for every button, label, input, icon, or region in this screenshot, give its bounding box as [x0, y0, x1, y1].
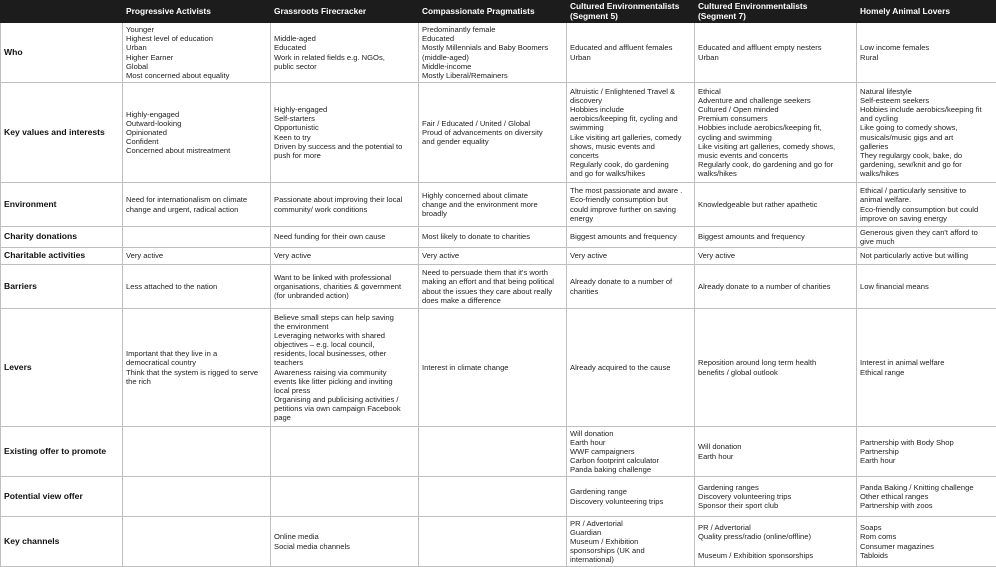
table-cell: Already donate to a number of charities: [695, 265, 857, 309]
table-row-potential-view-offer: [1, 477, 996, 517]
table-cell: Educated and affluent empty nesters Urban: [695, 23, 857, 83]
table-cell: Altruistic / Enlightened Travel & discovery Hobbies include aerobics/keeping fit, cycling and swimming Like visiting art galleries, comedy shows, music events and concerts Regularly cook, do gardening and go for walks/hikes: [567, 83, 695, 183]
table-cell: Middle-aged Educated Work in related fields e.g. NGOs, public sector: [271, 23, 419, 83]
table-cell: Need for internationalism on climate change and urgent, radical action: [123, 183, 271, 227]
table-row-key-values: [1, 83, 996, 183]
table-row-who: [1, 23, 996, 83]
row-label-charitable-activities: Charitable activities: [1, 248, 123, 265]
row-label-levers: Levers: [1, 309, 123, 427]
table-cell: Need funding for their own cause: [271, 227, 419, 248]
row-label-barriers: Barriers: [1, 265, 123, 309]
table-cell: Low financial means: [857, 265, 996, 309]
table-row-charity-donations: [1, 227, 996, 248]
table-row-key-channels: [1, 517, 996, 567]
table-cell: PR / Advertorial Guardian Museum / Exhibition sponsorships (UK and international): [567, 517, 695, 567]
table-cell: Believe small steps can help saving the environment Leveraging networks with shared objectives – e.g. local council, residents, local businesses, other teachers Awareness raising via community events like litter picking and inviting local press Organising and publicising activities / petitions via own campaign Facebook page: [271, 309, 419, 427]
table-cell: Already donate to a number of charities: [567, 265, 695, 309]
table-cell: The most passionate and aware . Eco-friendly consumption but could improve further on saving energy: [567, 183, 695, 227]
table-cell: [123, 227, 271, 248]
table-cell: Already acquired to the cause: [567, 309, 695, 427]
table-cell: Natural lifestyle Self-esteem seekers Hobbies include aerobics/keeping fit and cycling Like going to comedy shows, musicals/music gigs and art galleries They regulargy cook, bake, do gardening, sew/knit and go for walks/hikes: [857, 83, 996, 183]
table-cell: Less attached to the nation: [123, 265, 271, 309]
table-cell: Need to persuade them that it's worth making an effort and that being political about the issues they care about really does make a difference: [419, 265, 567, 309]
table-cell: [123, 517, 271, 567]
table-cell: Ethical / particularly sensitive to animal welfare. Eco-friendly consumption but could improve on saving energy: [857, 183, 996, 227]
table-cell: Gardening ranges Discovery volunteering trips Sponsor their sport club: [695, 477, 857, 517]
table-cell: Reposition around long term health benefits / global outlook: [695, 309, 857, 427]
table-cell: Most likely to donate to charities: [419, 227, 567, 248]
header-progressive-activists: Progressive Activists: [123, 1, 271, 23]
row-label-key-channels: Key channels: [1, 517, 123, 567]
row-label-environment: Environment: [1, 183, 123, 227]
row-label-who: Who: [1, 23, 123, 83]
table-cell: Not particularly active but willing: [857, 248, 996, 265]
table-cell: Educated and affluent females Urban: [567, 23, 695, 83]
table-cell: Very active: [271, 248, 419, 265]
table-cell: [271, 427, 419, 477]
table-cell: Highly-engaged Outward-looking Opinionated Confident Concerned about mistreatment: [123, 83, 271, 183]
table-cell: Passionate about improving their local community/ work conditions: [271, 183, 419, 227]
table-cell: Soaps Rom coms Consumer magazines Tabloids: [857, 517, 996, 567]
table-cell: Very active: [123, 248, 271, 265]
table-row-levers: [1, 309, 996, 427]
table-cell: Important that they live in a democratical country Think that the system is rigged to serve the rich: [123, 309, 271, 427]
table-cell: [419, 517, 567, 567]
table-cell: [419, 477, 567, 517]
table-cell: Highly-engaged Self-starters Opportunistic Keen to try Driven by success and the potential to push for more: [271, 83, 419, 183]
table-cell: Low income females Rural: [857, 23, 996, 83]
table-row-environment: [1, 183, 996, 227]
table-cell: Will donation Earth hour WWF campaigners Carbon footprint calculator Panda baking challenge: [567, 427, 695, 477]
header-compassionate-pragmatists: Compassionate Pragmatists: [419, 1, 567, 23]
header-cultured-environmentalists-seg7: Cultured Environmentalists (Segment 7): [695, 1, 857, 23]
row-label-existing-offer: Existing offer to promote: [1, 427, 123, 477]
row-label-potential-view-offer: Potential view offer: [1, 477, 123, 517]
row-label-key-values: Key values and interests: [1, 83, 123, 183]
table-cell: Predominantly female Educated Mostly Millennials and Baby Boomers (middle-aged) Middle-income Mostly Liberal/Remainers: [419, 23, 567, 83]
table-cell: Very active: [695, 248, 857, 265]
table-cell: [123, 477, 271, 517]
header-homely-animal-lovers: Homely Animal Lovers: [857, 1, 996, 23]
table-cell: Panda Baking / Knitting challenge Other ethical ranges Partnership with zoos: [857, 477, 996, 517]
table-cell: PR / Advertorial Quality press/radio (online/offline) Museum / Exhibition sponsorships: [695, 517, 857, 567]
table-cell: Generous given they can't afford to give much: [857, 227, 996, 248]
table-cell: Will donation Earth hour: [695, 427, 857, 477]
header-grassroots-firecracker: Grassroots Firecracker: [271, 1, 419, 23]
table-cell: Knowledgeable but rather apathetic: [695, 183, 857, 227]
table-cell: Highly concerned about climate change and the environment more broadly: [419, 183, 567, 227]
table-cell: Biggest amounts and frequency: [567, 227, 695, 248]
table-row-charitable-activities: [1, 248, 996, 265]
table-cell: Interest in animal welfare Ethical range: [857, 309, 996, 427]
table-row-existing-offer: [1, 427, 996, 477]
table-cell: [419, 427, 567, 477]
table-cell: Want to be linked with professional organisations, charities & government (for unbranded action): [271, 265, 419, 309]
table-cell: Very active: [419, 248, 567, 265]
table-cell: Ethical Adventure and challenge seekers Cultured / Open minded Premium consumers Hobbies include aerobics/keeping fit, cycling and swimming Like visiting art galleries, comedy shows, music events and concerts Regularly cook, do gardening and go for walks/hikes: [695, 83, 857, 183]
table-cell: Interest in climate change: [419, 309, 567, 427]
table-cell: [271, 477, 419, 517]
table-cell: Fair / Educated / United / Global Proud of advancements on diversity and gender equality: [419, 83, 567, 183]
table-cell: Gardening range Discovery volunteering trips: [567, 477, 695, 517]
row-label-charity-donations: Charity donations: [1, 227, 123, 248]
table-row-barriers: [1, 265, 996, 309]
table-cell: Partnership with Body Shop Partnership Earth hour: [857, 427, 996, 477]
table-cell: [123, 427, 271, 477]
table-cell: Very active: [567, 248, 695, 265]
table-cell: Younger Highest level of education Urban Higher Earner Global Most concerned about equality: [123, 23, 271, 83]
header-row: [1, 1, 996, 23]
table-cell: Biggest amounts and frequency: [695, 227, 857, 248]
table-cell: Online media Social media channels: [271, 517, 419, 567]
header-cultured-environmentalists-seg5: Cultured Environmentalists (Segment 5): [567, 1, 695, 23]
header-corner: [1, 1, 123, 23]
